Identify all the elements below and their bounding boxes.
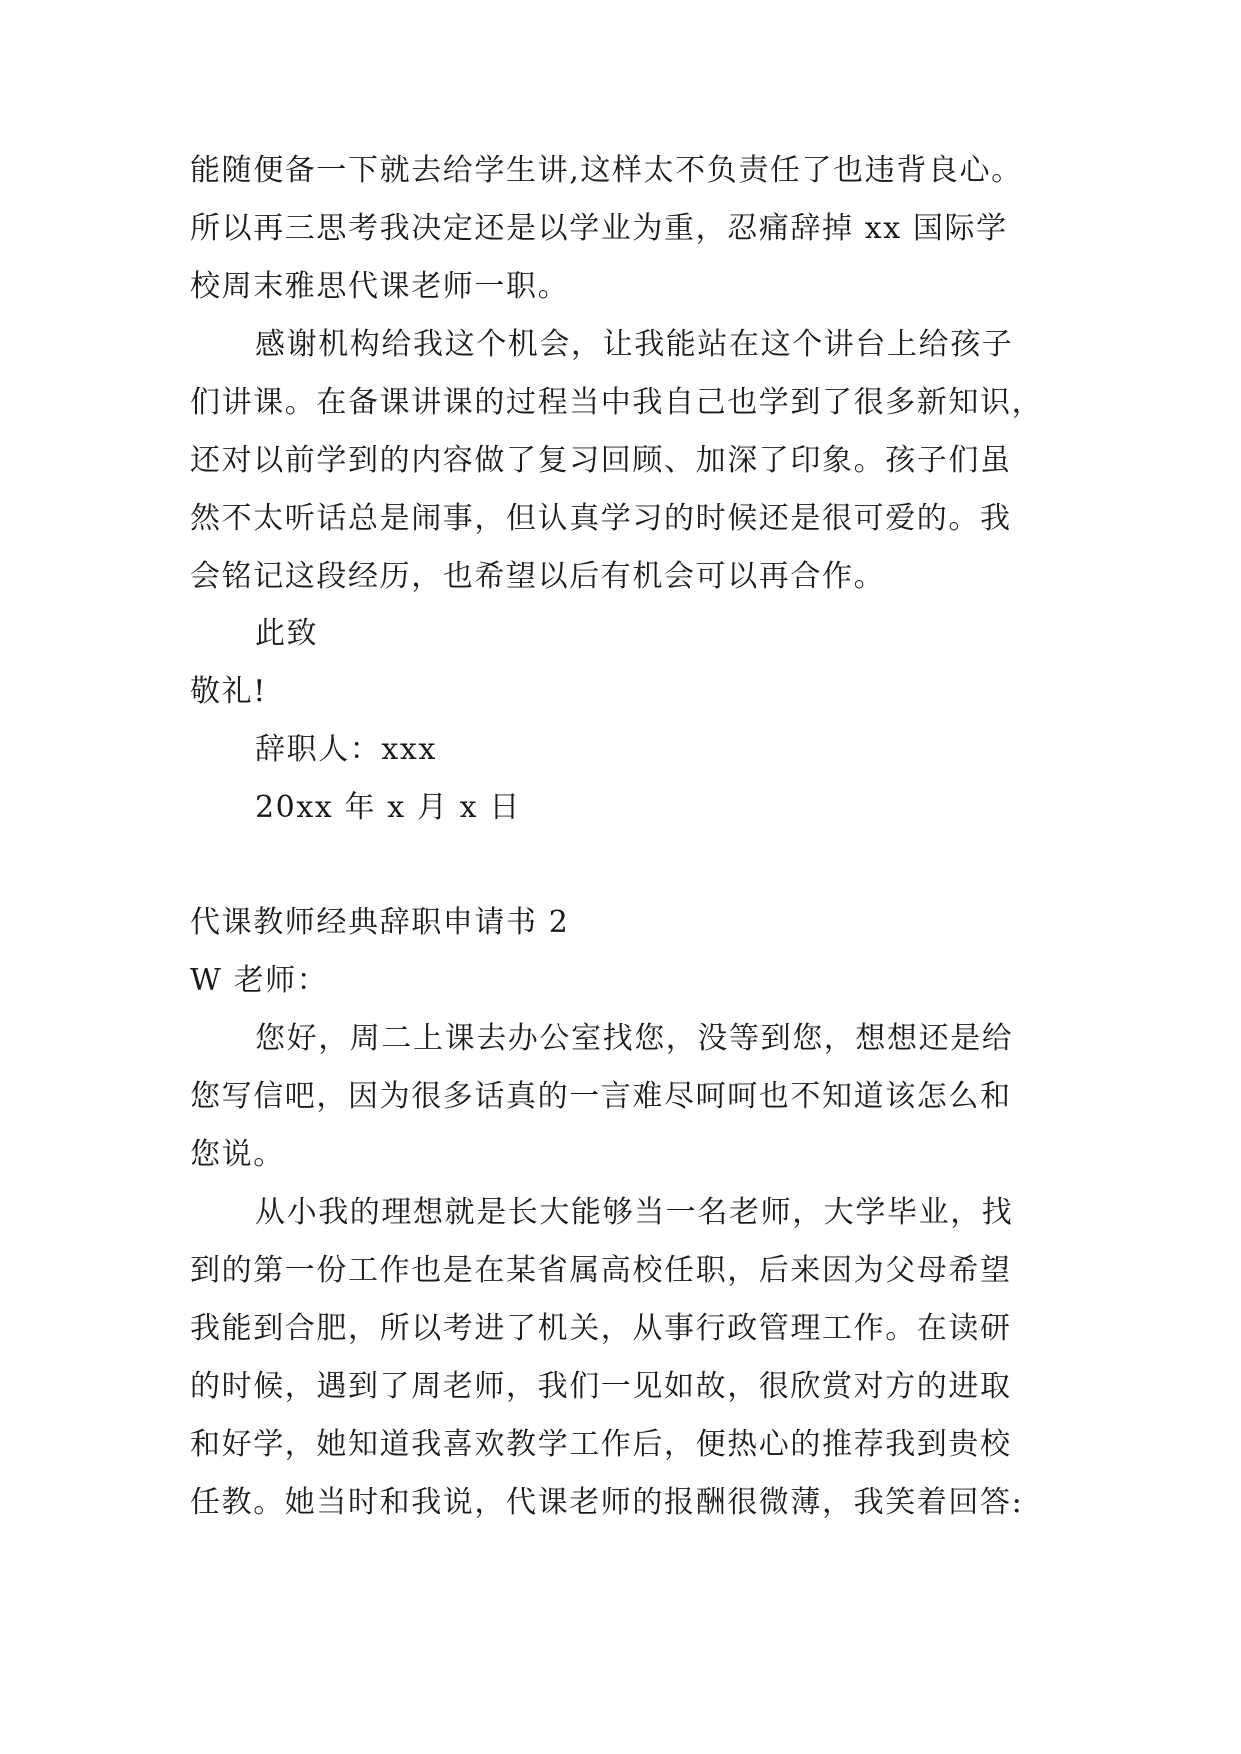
paragraph-line: 校周末雅思代课老师一职。 (190, 269, 570, 304)
signature-line: 辞职人：xxx (255, 732, 437, 767)
paragraph-line: 我能到合肥，所以考进了机关，从事行政管理工作。在读研 (190, 1311, 1012, 1346)
paragraph-line: 和好学，她知道我喜欢教学工作后，便热心的推荐我到贵校 (190, 1427, 1012, 1462)
letter-greeting: W 老师： (190, 963, 329, 998)
paragraph-line: 们讲课。在备课讲课的过程当中我自己也学到了很多新知识， (190, 385, 1044, 420)
closing-salutation: 此致 (255, 616, 319, 651)
paragraph-line: 您写信吧，因为很多话真的一言难尽呵呵也不知道该怎么和 (190, 1079, 1012, 1114)
paragraph-line: 的时候，遇到了周老师，我们一见如故，很欣赏对方的进取 (190, 1369, 1012, 1404)
paragraph-line: 您好，周二上课去办公室找您，没等到您，想想还是给 (255, 1021, 1014, 1056)
paragraph-line: 会铭记这段经历，也希望以后有机会可以再合作。 (190, 559, 886, 594)
paragraph-line: 任教。她当时和我说，代课老师的报酬很微薄，我笑着回答: (190, 1485, 1024, 1520)
paragraph-line: 您说。 (190, 1137, 285, 1172)
paragraph-line: 到的第一份工作也是在某省属高校任职，后来因为父母希望 (190, 1253, 1012, 1288)
paragraph-line: 所以再三思考我决定还是以学业为重，忍痛辞掉 xx 国际学 (190, 211, 1008, 246)
closing-regards: 敬礼! (190, 674, 267, 709)
paragraph-line: 还对以前学到的内容做了复习回顾、加深了印象。孩子们虽 (190, 443, 1012, 478)
date-line: 20xx 年 x 月 x 日 (255, 790, 521, 825)
paragraph-line: 感谢机构给我这个机会，让我能站在这个讲台上给孩子 (255, 327, 1014, 362)
section-title: 代课教师经典辞职申请书 2 (190, 905, 570, 940)
paragraph-line: 能随便备一下就去给学生讲,这样太不负责任了也违背良心。 (190, 153, 1023, 188)
paragraph-line: 从小我的理想就是长大能够当一名老师，大学毕业，找 (255, 1195, 1014, 1230)
paragraph-line: 然不太听话总是闹事，但认真学习的时候还是很可爱的。我 (190, 501, 1012, 536)
